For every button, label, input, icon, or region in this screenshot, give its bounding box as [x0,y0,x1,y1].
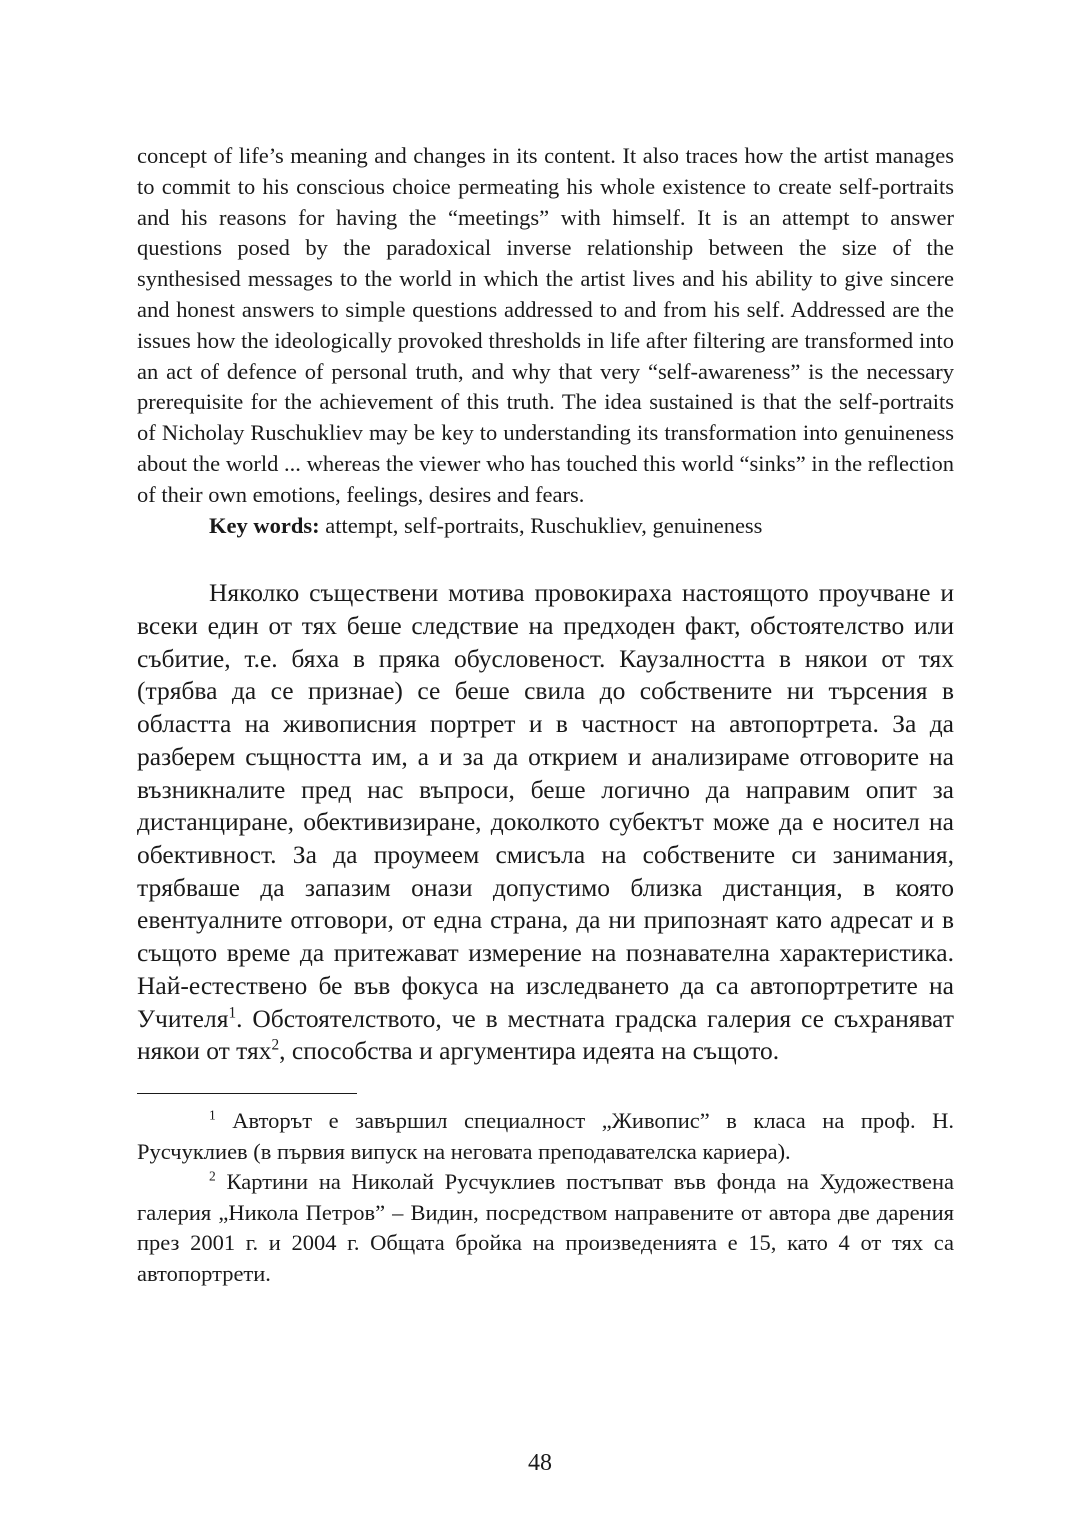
body-paragraph-end: , способства и аргументира идеята на същото. [279,1036,780,1066]
body-paragraph [137,577,954,1068]
footnote-marker-2: 2 [209,1168,216,1184]
page-number: 48 [528,1450,552,1476]
keywords-label: Key words: [209,512,320,538]
footnote-1 [137,1106,954,1167]
footnote-text-2: Картини на Николай Русчуклиев постъпват във фонда на Художествена галерия „Никола Петров” – Видин, посредством направените от автора две дарения през 2001 г. и 2004 г. Общата бройка на произведенията е 15, като 4 от тях са автопортрети. [137,1169,954,1286]
body-paragraph-mid: . Обстоятелството, че в местната градска галерия се съхраняват някои от тях [137,1003,954,1066]
footnote-text-1: Авторът е завършил специалност „Живопис” в класа на проф. Н. Русчуклиев (в първия випуск на неговата преподавателска кариера). [137,1108,954,1164]
keywords-text: attempt, self-portraits, Ruschukliev, genuineness [319,512,763,538]
footnote-2 [137,1167,954,1289]
keywords-line [137,511,954,542]
footnote-marker-1: 1 [209,1107,216,1123]
body-paragraph-main: Няколко съществени мотива провокираха настоящото проучване и всеки един от тях беше следствие на предходен факт, обстоятелство или събитие, т.е. бяха в пряка обусловеност. Каузалността в някои от тях (трябва да се признае) се беше свила до собствените ни търсения в областта на живописния портрет и в частност на автопортрета. За да разберем същността им, а и за да открием и анализираме отговорите на възникналите пред нас въпроси, беше логично да направим опит за дистанциране, обективизиране, доколкото субектът може да е носител на обективност. За да проумеем смисъла на собствените си занимания, трябваше да запазим онази допустимо близка дистанция, в която евентуалните отговори, от една страна, да ни припознаят като адресат и в същото време да притежават измерение на познавателна характеристика. Най-естествено бе във фокуса на изследването да са автопортретите на Учителя [137,578,954,1033]
footnote-ref-1: 1 [228,1004,237,1021]
abstract-paragraph: concept of life’s meaning and changes in its content. It also traces how the artist manages to commit to his conscious choice permeating his whole existence to create self-portraits and his reasons for having the “meetings” with himself. It is an attempt to answer questions posed by the paradoxical inverse relationship between the size of the synthesised messages to the world in which the artist lives and his ability to give sincere and honest answers to simple questions addressed to and from his self. Addressed are the issues how the ideologically provoked thresholds in life after filtering are transformed into an act of defence of personal truth, and why that very “self-awareness” is the necessary prerequisite for the achievement of this truth. The idea sustained is that the self-portraits of Nicholay Ruschukliev may be key to understanding its transformation into genuineness about the world ... whereas the viewer who has touched this world “sinks” in the reflection of their own emotions, feelings, desires and fears. [137,143,954,507]
page-content [137,141,954,1289]
footnote-divider [137,1093,357,1094]
footnote-ref-2: 2 [271,1036,280,1054]
